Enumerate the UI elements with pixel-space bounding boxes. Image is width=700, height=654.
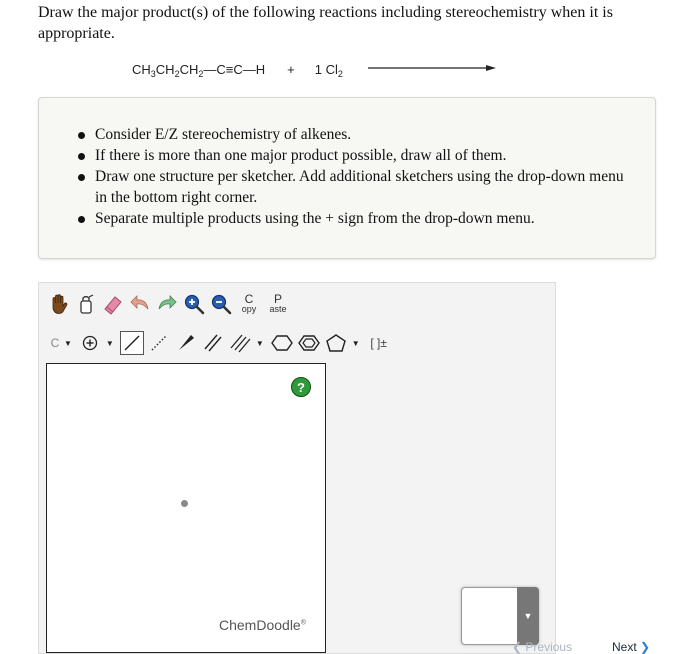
instruction-item: Draw one structure per sketcher. Add additional sketchers using the drop-down menu in the bottom right corner.	[95, 166, 655, 208]
ring-dropdown-icon[interactable]: ▼	[351, 338, 360, 348]
charge-dropdown-icon[interactable]: ▼	[105, 338, 114, 348]
reactant-sub: 2	[174, 68, 180, 79]
chevron-left-icon: ❮	[512, 640, 523, 654]
plus-sign: +	[287, 61, 295, 77]
benzene-ring-icon[interactable]	[297, 331, 321, 355]
reactant-part: CH	[179, 61, 199, 77]
reactant-part: —C≡C—H	[203, 61, 266, 77]
reactant-sub: 3	[150, 68, 156, 79]
charge-bracket-button[interactable]	[366, 330, 392, 356]
question-text: Draw the major product(s) of the following reactions including stereochemistry when it is appropriate.	[38, 4, 613, 42]
chemdoodle-brand	[219, 617, 306, 633]
instruction-item: Consider E/Z stereochemistry of alkenes.	[95, 124, 655, 145]
reactant-part: CH	[155, 61, 175, 77]
eraser-bottle-icon[interactable]	[74, 292, 98, 316]
double-bond-icon[interactable]	[201, 331, 225, 355]
reagent-sub: 2	[337, 68, 343, 79]
paste-button[interactable]	[265, 291, 291, 317]
element-selector[interactable]: C	[50, 336, 60, 350]
dashed-bond-icon[interactable]	[147, 331, 171, 355]
charge-bracket-label: [ ]±	[370, 335, 387, 350]
element-dropdown-icon[interactable]: ▼	[64, 338, 72, 348]
zoom-in-icon[interactable]	[182, 292, 206, 316]
chevron-right-icon: ❯	[640, 640, 651, 654]
toolbar-row-bottom	[47, 329, 395, 357]
instruction-item: Separate multiple products using the + sign from the drop-down menu.	[95, 208, 655, 229]
bond-dropdown-icon[interactable]: ▼	[255, 338, 264, 348]
help-icon[interactable]: ?	[291, 377, 311, 397]
reagent-part: 1 Cl	[314, 61, 338, 77]
reactant	[132, 62, 265, 77]
triple-bond-icon[interactable]	[228, 331, 252, 355]
add-sketcher-dropdown[interactable]	[461, 587, 539, 645]
redo-icon[interactable]	[155, 292, 179, 316]
cursor-dot	[181, 500, 188, 507]
next-label: Next	[612, 640, 637, 654]
dropdown-arrow-icon[interactable]: ▼	[517, 587, 539, 645]
hexagon-ring-icon[interactable]	[270, 331, 294, 355]
instruction-item: If there is more than one major product possible, draw all of them.	[95, 145, 655, 166]
brand-name: ChemDoodle	[219, 617, 301, 633]
next-button[interactable]	[612, 640, 650, 654]
instructions-box	[38, 97, 656, 259]
previous-button[interactable]	[512, 640, 572, 654]
pink-eraser-icon[interactable]	[101, 292, 125, 316]
undo-icon[interactable]	[128, 292, 152, 316]
brand-trademark: ®	[300, 619, 306, 627]
copy-button-label: opy	[241, 304, 257, 314]
reagent	[315, 62, 343, 77]
toolbar-row-top	[47, 289, 294, 319]
reaction-arrow	[368, 63, 496, 73]
hand-icon[interactable]	[47, 292, 71, 316]
previous-label: Previous	[525, 640, 573, 654]
reactant-part: CH	[132, 61, 151, 77]
drawing-canvas[interactable]	[46, 363, 326, 653]
single-bond-icon[interactable]	[120, 331, 144, 355]
paste-button-label: aste	[269, 304, 287, 314]
paste-button-letter: P	[273, 292, 282, 306]
copy-button-letter: C	[244, 292, 254, 306]
zoom-out-icon[interactable]	[209, 292, 233, 316]
wedge-bond-icon[interactable]	[174, 331, 198, 355]
reaction-equation	[132, 58, 343, 80]
instructions-list	[39, 98, 655, 229]
charge-plus-icon[interactable]	[78, 331, 102, 355]
reactant-sub: 2	[198, 68, 204, 79]
pentagon-ring-icon[interactable]	[324, 331, 348, 355]
copy-button[interactable]	[236, 291, 262, 317]
